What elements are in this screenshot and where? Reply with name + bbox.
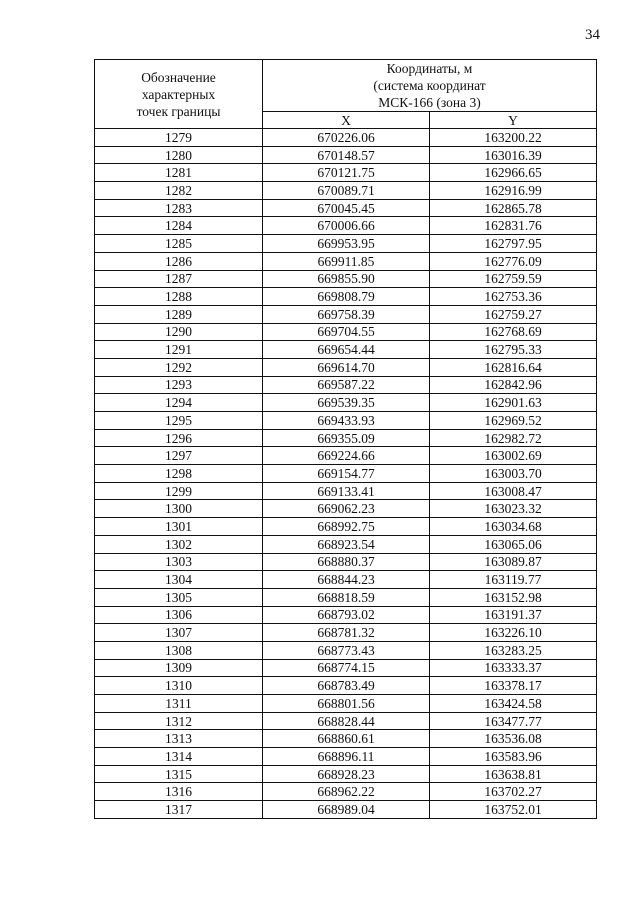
x-coordinate-cell: 669133.41 bbox=[263, 482, 430, 500]
table-row bbox=[95, 624, 597, 642]
point-cell: 1302 bbox=[95, 535, 263, 553]
point-cell: 1305 bbox=[95, 588, 263, 606]
x-coordinate-cell: 670089.71 bbox=[263, 182, 430, 200]
table-row bbox=[95, 358, 597, 376]
x-coordinate-cell: 668928.23 bbox=[263, 765, 430, 783]
x-coordinate-cell: 668989.04 bbox=[263, 801, 430, 819]
table-row bbox=[95, 712, 597, 730]
coords-header-line: (система координат bbox=[373, 78, 486, 93]
point-cell: 1292 bbox=[95, 358, 263, 376]
point-cell: 1314 bbox=[95, 748, 263, 766]
y-coordinate-cell: 163023.32 bbox=[430, 500, 597, 518]
table-row bbox=[95, 518, 597, 536]
table-row bbox=[95, 412, 597, 430]
x-coordinate-cell: 669587.22 bbox=[263, 376, 430, 394]
point-cell: 1299 bbox=[95, 482, 263, 500]
table-row bbox=[95, 535, 597, 553]
table-row bbox=[95, 376, 597, 394]
y-coordinate-cell: 163702.27 bbox=[430, 783, 597, 801]
point-cell: 1300 bbox=[95, 500, 263, 518]
table-row bbox=[95, 182, 597, 200]
x-coordinate-cell: 669808.79 bbox=[263, 288, 430, 306]
point-cell: 1288 bbox=[95, 288, 263, 306]
x-coordinate-cell: 669355.09 bbox=[263, 429, 430, 447]
table-row bbox=[95, 447, 597, 465]
point-cell: 1308 bbox=[95, 641, 263, 659]
y-coordinate-cell: 162776.09 bbox=[430, 252, 597, 270]
point-cell: 1317 bbox=[95, 801, 263, 819]
y-coordinate-cell: 163752.01 bbox=[430, 801, 597, 819]
point-cell: 1281 bbox=[95, 164, 263, 182]
coords-header-line: Координаты, м bbox=[386, 61, 473, 76]
y-coordinate-cell: 163536.08 bbox=[430, 730, 597, 748]
y-coordinate-cell: 163200.22 bbox=[430, 129, 597, 147]
x-coordinate-cell: 668801.56 bbox=[263, 695, 430, 713]
y-coordinate-cell: 162797.95 bbox=[430, 235, 597, 253]
point-cell: 1289 bbox=[95, 305, 263, 323]
y-column-header: Y bbox=[430, 112, 597, 129]
x-coordinate-cell: 670045.45 bbox=[263, 199, 430, 217]
table-row bbox=[95, 288, 597, 306]
table-row bbox=[95, 429, 597, 447]
y-coordinate-cell: 163333.37 bbox=[430, 659, 597, 677]
point-column-header bbox=[95, 60, 263, 129]
y-coordinate-cell: 163477.77 bbox=[430, 712, 597, 730]
point-cell: 1312 bbox=[95, 712, 263, 730]
point-cell: 1313 bbox=[95, 730, 263, 748]
point-header-line: Обозначение bbox=[141, 69, 216, 85]
y-coordinate-cell: 163583.96 bbox=[430, 748, 597, 766]
table-row bbox=[95, 341, 597, 359]
table-row bbox=[95, 730, 597, 748]
point-cell: 1307 bbox=[95, 624, 263, 642]
point-cell: 1306 bbox=[95, 606, 263, 624]
y-coordinate-cell: 163065.06 bbox=[430, 535, 597, 553]
point-cell: 1293 bbox=[95, 376, 263, 394]
coordinates-group-header bbox=[263, 60, 597, 112]
y-coordinate-cell: 162831.76 bbox=[430, 217, 597, 235]
x-coordinate-cell: 668774.15 bbox=[263, 659, 430, 677]
x-coordinate-cell: 669911.85 bbox=[263, 252, 430, 270]
point-cell: 1294 bbox=[95, 394, 263, 412]
y-coordinate-cell: 162842.96 bbox=[430, 376, 597, 394]
table-header bbox=[95, 60, 597, 129]
x-coordinate-cell: 668828.44 bbox=[263, 712, 430, 730]
y-coordinate-cell: 163152.98 bbox=[430, 588, 597, 606]
x-coordinate-cell: 669953.95 bbox=[263, 235, 430, 253]
table-row bbox=[95, 164, 597, 182]
y-coordinate-cell: 163226.10 bbox=[430, 624, 597, 642]
point-cell: 1316 bbox=[95, 783, 263, 801]
table-row bbox=[95, 217, 597, 235]
x-coordinate-cell: 668844.23 bbox=[263, 571, 430, 589]
point-cell: 1295 bbox=[95, 412, 263, 430]
point-cell: 1301 bbox=[95, 518, 263, 536]
x-column-header: X bbox=[263, 112, 430, 129]
table-row bbox=[95, 553, 597, 571]
table-row bbox=[95, 270, 597, 288]
x-coordinate-cell: 668818.59 bbox=[263, 588, 430, 606]
x-coordinate-cell: 669614.70 bbox=[263, 358, 430, 376]
table-row bbox=[95, 252, 597, 270]
table-row bbox=[95, 641, 597, 659]
table-row bbox=[95, 677, 597, 695]
table-row bbox=[95, 129, 597, 147]
y-coordinate-cell: 163638.81 bbox=[430, 765, 597, 783]
table-row bbox=[95, 394, 597, 412]
x-coordinate-cell: 668992.75 bbox=[263, 518, 430, 536]
x-coordinate-cell: 670121.75 bbox=[263, 164, 430, 182]
y-coordinate-cell: 163424.58 bbox=[430, 695, 597, 713]
table-row bbox=[95, 801, 597, 819]
point-cell: 1280 bbox=[95, 146, 263, 164]
x-coordinate-cell: 668793.02 bbox=[263, 606, 430, 624]
point-cell: 1284 bbox=[95, 217, 263, 235]
table-row bbox=[95, 588, 597, 606]
y-coordinate-cell: 163191.37 bbox=[430, 606, 597, 624]
y-coordinate-cell: 163034.68 bbox=[430, 518, 597, 536]
table-row bbox=[95, 606, 597, 624]
x-coordinate-cell: 668962.22 bbox=[263, 783, 430, 801]
point-cell: 1298 bbox=[95, 465, 263, 483]
point-cell: 1283 bbox=[95, 199, 263, 217]
point-cell: 1303 bbox=[95, 553, 263, 571]
y-coordinate-cell: 162901.63 bbox=[430, 394, 597, 412]
table-row bbox=[95, 305, 597, 323]
x-coordinate-cell: 668880.37 bbox=[263, 553, 430, 571]
x-coordinate-cell: 670006.66 bbox=[263, 217, 430, 235]
y-coordinate-cell: 163283.25 bbox=[430, 641, 597, 659]
table-row bbox=[95, 695, 597, 713]
coordinates-table bbox=[94, 59, 597, 819]
point-cell: 1282 bbox=[95, 182, 263, 200]
point-cell: 1291 bbox=[95, 341, 263, 359]
point-cell: 1315 bbox=[95, 765, 263, 783]
point-cell: 1286 bbox=[95, 252, 263, 270]
x-coordinate-cell: 669758.39 bbox=[263, 305, 430, 323]
table-row bbox=[95, 500, 597, 518]
point-cell: 1287 bbox=[95, 270, 263, 288]
x-coordinate-cell: 668773.43 bbox=[263, 641, 430, 659]
table-row bbox=[95, 146, 597, 164]
y-coordinate-cell: 162916.99 bbox=[430, 182, 597, 200]
point-cell: 1279 bbox=[95, 129, 263, 147]
table-row bbox=[95, 765, 597, 783]
y-coordinate-cell: 163016.39 bbox=[430, 146, 597, 164]
x-coordinate-cell: 668923.54 bbox=[263, 535, 430, 553]
table-row bbox=[95, 465, 597, 483]
x-coordinate-cell: 668896.11 bbox=[263, 748, 430, 766]
y-coordinate-cell: 163089.87 bbox=[430, 553, 597, 571]
y-coordinate-cell: 162759.27 bbox=[430, 305, 597, 323]
table-row bbox=[95, 482, 597, 500]
x-coordinate-cell: 669224.66 bbox=[263, 447, 430, 465]
x-coordinate-cell: 668860.61 bbox=[263, 730, 430, 748]
y-coordinate-cell: 163119.77 bbox=[430, 571, 597, 589]
y-coordinate-cell: 163008.47 bbox=[430, 482, 597, 500]
y-coordinate-cell: 162816.64 bbox=[430, 358, 597, 376]
x-coordinate-cell: 669654.44 bbox=[263, 341, 430, 359]
point-header-line: характерных bbox=[141, 86, 216, 102]
x-coordinate-cell: 669154.77 bbox=[263, 465, 430, 483]
table-body bbox=[95, 129, 597, 819]
table-row bbox=[95, 235, 597, 253]
point-cell: 1297 bbox=[95, 447, 263, 465]
table-row bbox=[95, 571, 597, 589]
point-cell: 1311 bbox=[95, 695, 263, 713]
x-coordinate-cell: 670226.06 bbox=[263, 129, 430, 147]
x-coordinate-cell: 669539.35 bbox=[263, 394, 430, 412]
point-cell: 1309 bbox=[95, 659, 263, 677]
y-coordinate-cell: 163378.17 bbox=[430, 677, 597, 695]
x-coordinate-cell: 668783.49 bbox=[263, 677, 430, 695]
x-coordinate-cell: 669855.90 bbox=[263, 270, 430, 288]
y-coordinate-cell: 162865.78 bbox=[430, 199, 597, 217]
point-cell: 1290 bbox=[95, 323, 263, 341]
x-coordinate-cell: 670148.57 bbox=[263, 146, 430, 164]
point-cell: 1296 bbox=[95, 429, 263, 447]
table-row bbox=[95, 323, 597, 341]
table-row bbox=[95, 659, 597, 677]
x-coordinate-cell: 669433.93 bbox=[263, 412, 430, 430]
y-coordinate-cell: 162982.72 bbox=[430, 429, 597, 447]
page-number: 34 bbox=[585, 27, 600, 43]
point-header-line: точек границы bbox=[136, 103, 221, 119]
y-coordinate-cell: 162969.52 bbox=[430, 412, 597, 430]
y-coordinate-cell: 162768.69 bbox=[430, 323, 597, 341]
y-coordinate-cell: 163002.69 bbox=[430, 447, 597, 465]
point-cell: 1304 bbox=[95, 571, 263, 589]
coords-header-line: МСК-166 (зона 3) bbox=[378, 95, 481, 110]
x-coordinate-cell: 669704.55 bbox=[263, 323, 430, 341]
y-coordinate-cell: 162795.33 bbox=[430, 341, 597, 359]
point-cell: 1310 bbox=[95, 677, 263, 695]
point-cell: 1285 bbox=[95, 235, 263, 253]
y-coordinate-cell: 162753.36 bbox=[430, 288, 597, 306]
x-coordinate-cell: 668781.32 bbox=[263, 624, 430, 642]
y-coordinate-cell: 163003.70 bbox=[430, 465, 597, 483]
table-row bbox=[95, 748, 597, 766]
table-row bbox=[95, 199, 597, 217]
x-coordinate-cell: 669062.23 bbox=[263, 500, 430, 518]
y-coordinate-cell: 162759.59 bbox=[430, 270, 597, 288]
table-row bbox=[95, 783, 597, 801]
y-coordinate-cell: 162966.65 bbox=[430, 164, 597, 182]
